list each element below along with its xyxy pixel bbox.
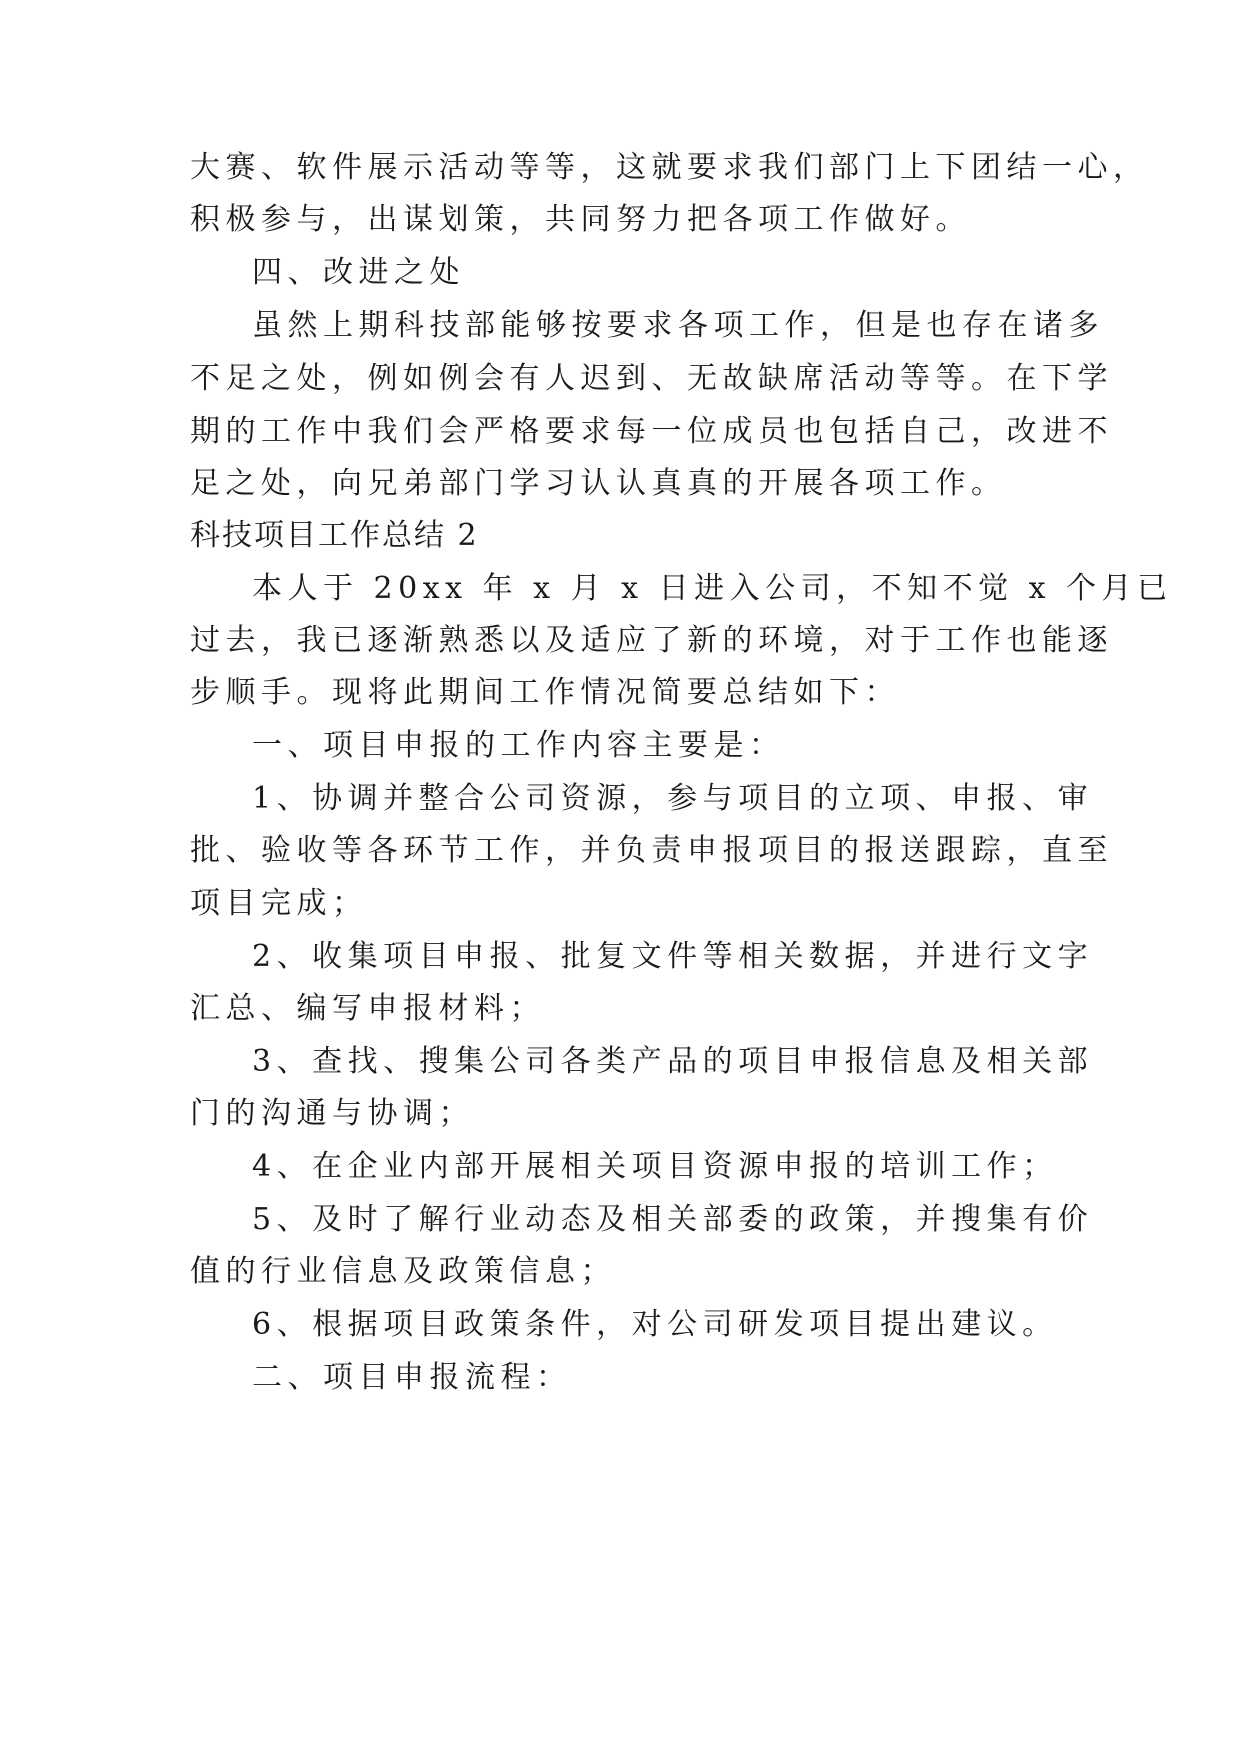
document-subtitle: 科技项目工作总结 2: [190, 518, 479, 553]
list-item-line: 门的沟通与协调；: [190, 1096, 474, 1131]
paragraph-line: 期的工作中我们会严格要求每一位成员也包括自己，改进不: [190, 414, 1113, 449]
list-item-line: 6、根据项目政策条件，对公司研发项目提出建议。: [252, 1307, 1058, 1342]
list-item-line: 2、收集项目申报、批复文件等相关数据，并进行文字: [252, 939, 1094, 974]
paragraph-line: 虽然上期科技部能够按要求各项工作，但是也存在诸多: [252, 308, 1104, 343]
paragraph-line: 过去，我已逐渐熟悉以及适应了新的环境，对于工作也能逐: [190, 623, 1113, 658]
list-item-line: 项目完成；: [190, 886, 368, 921]
list-item-line: 4、在企业内部开展相关项目资源申报的培训工作；: [252, 1149, 1058, 1184]
list-item-line: 5、及时了解行业动态及相关部委的政策，并搜集有价: [252, 1202, 1094, 1237]
section-heading: 二、项目申报流程：: [252, 1360, 572, 1395]
list-item-line: 值的行业信息及政策信息；: [190, 1254, 616, 1289]
list-item-line: 批、验收等各环节工作，并负责申报项目的报送跟踪，直至: [190, 833, 1113, 868]
paragraph-line: 本人于 20xx 年 x 月 x 日进入公司，不知不觉 x 个月已: [252, 571, 1173, 606]
section-heading: 四、改进之处: [252, 255, 465, 290]
paragraph-line: 积极参与，出谋划策，共同努力把各项工作做好。: [190, 202, 971, 237]
paragraph-line: 不足之处，例如例会有人迟到、无故缺席活动等等。在下学: [190, 361, 1113, 396]
paragraph-line: 步顺手。现将此期间工作情况简要总结如下：: [190, 675, 900, 710]
paragraph-line: 大赛、软件展示活动等等，这就要求我们部门上下团结一心，: [190, 150, 1149, 185]
paragraph-line: 足之处，向兄弟部门学习认认真真的开展各项工作。: [190, 466, 1007, 501]
section-heading: 一、项目申报的工作内容主要是：: [252, 728, 785, 763]
list-item-line: 3、查找、搜集公司各类产品的项目申报信息及相关部: [252, 1044, 1094, 1079]
list-item-line: 汇总、编写申报材料；: [190, 991, 545, 1026]
list-item-line: 1、协调并整合公司资源，参与项目的立项、申报、审: [252, 781, 1094, 816]
